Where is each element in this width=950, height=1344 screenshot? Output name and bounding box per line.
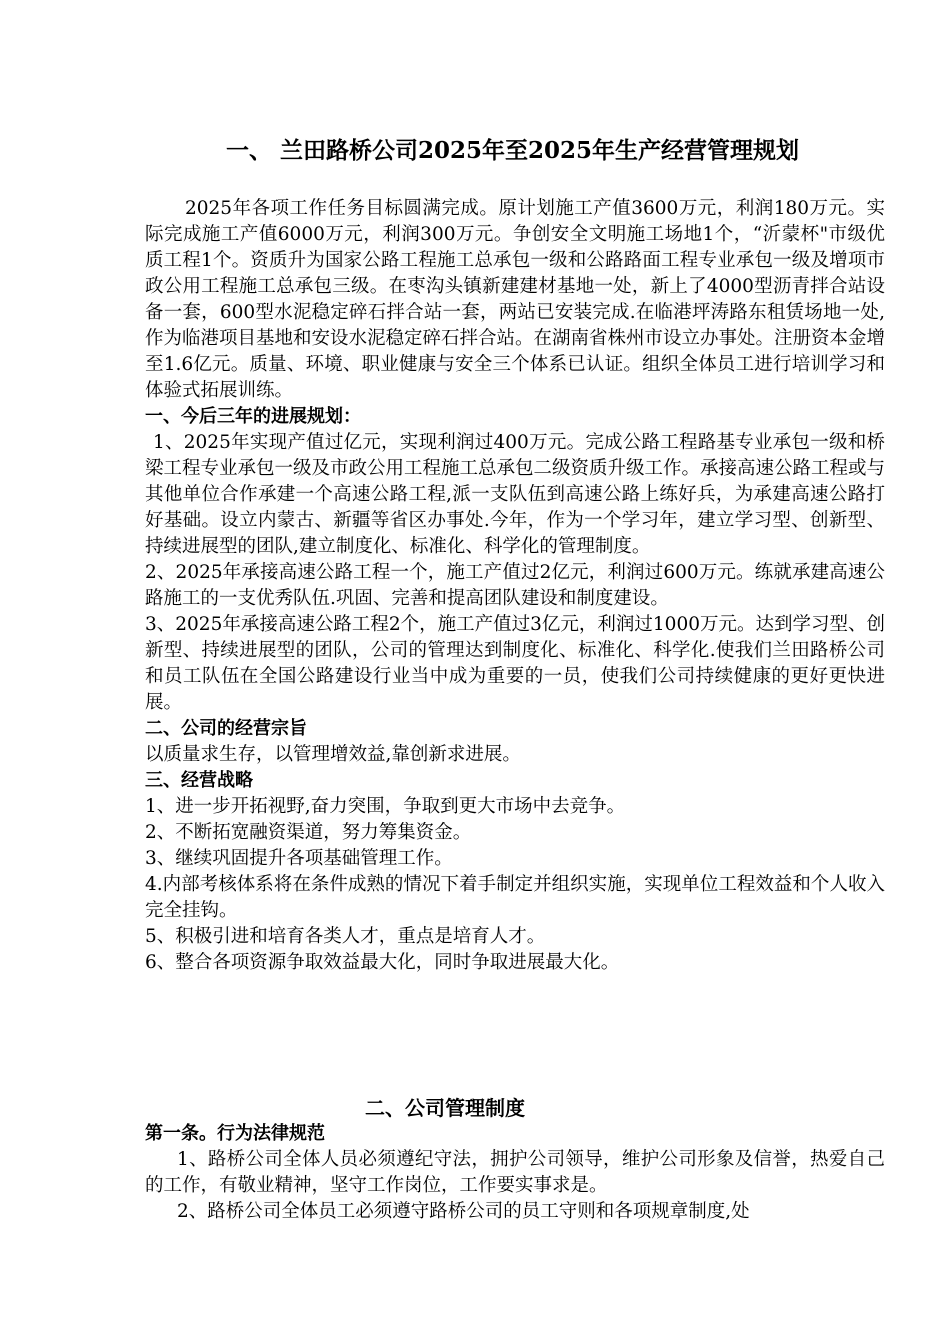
strategy-item: 3、继续巩固提升各项基础管理工作。 xyxy=(145,848,453,869)
intro-paragraph: 2025年各项工作任务目标圆满完成。原计划施工产值3600万元，利润180万元。实际完成施工产值6000万元，利润300万元。争创安全文明施工场地1个，“沂蒙杯"市级优质工程1个。资质升为国家公路工程施工总承包一级和公路路面工程专业承包一级及增项市政公用工程施工总承包三级。在枣沟头镇新建建材基地一处，新上了4000型沥青拌合站设备一套，600型水泥稳定碎石拌合站一套，两站已安装完成.在临港坪涛路东租赁场地一处,作为临港项目基地和安设水泥稳定碎石拌合站。在湖南省株州市设立办事处。注册资本金增至1.6亿元。质量、环境、职业健康与安全三个体系已认证。组织全体员工进行培训学习和体验式拓展训练。 xyxy=(145,198,886,401)
strategy-item: 4.内部考核体系将在条件成熟的情况下着手制定并组织实施，实现单位工程效益和个人收入完全挂钩。 xyxy=(145,874,885,921)
strategy-item: 1、进一步开拓视野,奋力突围，争取到更大市场中去竞争。 xyxy=(145,796,626,817)
purpose-text: 以质量求生存，以管理增效益,靠创新求进展。 xyxy=(145,744,521,765)
section-heading-strategy: 三、经营战略 xyxy=(145,770,253,791)
part2-title: 二、公司管理制度 xyxy=(365,1096,525,1120)
plan-item-1: 1、2025年实现产值过亿元，实现利润过400万元。完成公路工程路基专业承包一级和桥梁工程专业承包一级及市政公用工程施工总承包二级资质升级工作。承接高速公路工程或与其他单位合作承建一个高速公路工程,派一支队伍到高速公路上练好兵，为承建高速公路打好基础。设立内蒙古、新疆等省区办事处.今年，作为一个学习年，建立学习型、创新型、持续进展型的团队,建立制度化、标准化、科学化的管理制度。 xyxy=(145,432,886,557)
article-clause-1: 1、路桥公司全体人员必须遵纪守法，拥护公司领导，维护公司形象及信誉，热爱自己的工作，有敬业精神，坚守工作岗位，工作要实事求是。 xyxy=(145,1149,885,1196)
document-title: 一、 兰田路桥公司2025年至2025年生产经营管理规划 xyxy=(225,137,800,164)
regulations-body xyxy=(145,1121,885,1225)
plan-body xyxy=(145,196,885,976)
section-heading-purpose: 二、公司的经营宗旨 xyxy=(145,718,307,739)
strategy-item: 5、积极引进和培育各类人才，重点是培育人才。 xyxy=(145,926,546,947)
article-heading: 第一条。行为法律规范 xyxy=(145,1123,325,1144)
strategy-item: 2、不断拓宽融资渠道，努力筹集资金。 xyxy=(145,822,472,843)
strategy-item: 6、整合各项资源争取效益最大化，同时争取进展最大化。 xyxy=(145,952,620,973)
plan-item-3: 3、2025年承接高速公路工程2个，施工产值过3亿元，利润过1000万元。达到学习型、创新型、持续进展型的团队，公司的管理达到制度化、标准化、科学化.使我们兰田路桥公司和员工队伍在全国公路建设行业当中成为重要的一员，使我们公司持续健康的更好更快进展。 xyxy=(145,614,885,713)
plan-item-2: 2、2025年承接高速公路工程一个，施工产值过2亿元，利润过600万元。练就承建高速公路施工的一支优秀队伍.巩固、完善和提高团队建设和制度建设。 xyxy=(145,562,885,609)
section-heading-plan: 一、今后三年的进展规划： xyxy=(145,406,361,427)
article-clause-2: 2、路桥公司全体员工必须遵守路桥公司的员工守则和各项规章制度,处 xyxy=(177,1201,750,1222)
